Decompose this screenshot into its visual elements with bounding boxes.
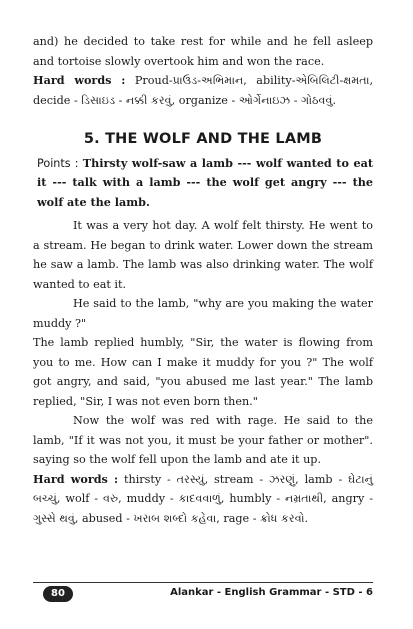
page-number-badge: 80 [43,586,73,602]
hard-words-text: thirsty - તરસ્યું, stream - ઝરણું, lamb - ઘેટાનું બચ્ચું, wolf - વરુ, muddy - કાદવવાળું, humbly - નમ્રતાથી, angry - ગુસ્સે થવું, abused - ખરાબ શબ્દો કહેવા, rage - ક્રોધ કરવો. [33,472,373,525]
points-label: Points : [37,156,79,170]
hard-words-block-1 [33,71,373,110]
footer-divider [33,582,373,583]
story-paragraph-3: The lamb replied humbly, "Sir, the water is flowing from you to me. How can I make it muddy for you ?" The wolf got angry, and said, "you abused me last year." The lamb replied, "Sir, I was not even born then." [33,336,373,408]
story-paragraph-4: Now the wolf was red with rage. He said to the lamb, "If it was not you, it must be your father or mother". saying so the wolf fell upon the lamb and ate it up. [33,414,373,466]
story-paragraph-1: It was a very hot day. A wolf felt thirsty. He went to a stream. He began to drink water. Lower down the stream he saw a lamb. The lamb was also drinking water. The wolf wanted to eat it. [33,219,373,291]
story-points [33,154,373,213]
hard-words-block-2 [33,470,373,529]
story-title: 5. THE WOLF AND THE LAMB [83,131,323,147]
intro-paragraph: and) he decided to take rest for while and he fell asleep and tortoise slowly overtook him and won the race. [33,35,373,68]
page-content [33,32,373,528]
points-text: Thirsty wolf-saw a lamb --- wolf wanted to eat it --- talk with a lamb --- the wolf get angry --- the wolf ate the lamb. [37,155,373,209]
hard-words-label: Hard words : [33,471,119,486]
hard-words-text: Proud-પ્રાઉડ-અભિમાન, ability-એબિલિટી-ક્ષમતા, decide - ડિસાઇડ - નક્કી કરવું, organize - ઓર્ગેનાઇઝ - ગોઠવવું. [33,74,374,107]
book-title: Alankar - English Grammar - STD - 6 [170,587,373,598]
page-footer [33,586,373,606]
hard-words-label: Hard words : [33,73,126,87]
story-paragraph-2: He said to the lamb, "why are you making the water muddy ?" [33,297,373,330]
